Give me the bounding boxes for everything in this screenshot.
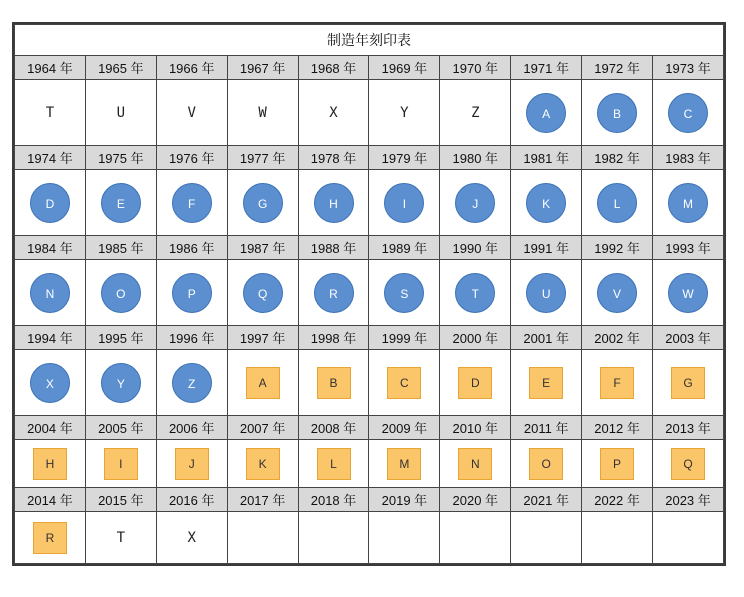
mark-cell (227, 440, 298, 488)
mark-cell (440, 260, 511, 326)
year-cell: 1983 年 (653, 146, 724, 170)
circle-mark: V (597, 273, 637, 313)
mark-cell (85, 512, 156, 564)
year-cell: 1978 年 (298, 146, 369, 170)
year-cell: 1979 年 (369, 146, 440, 170)
year-cell: 2004 年 (15, 416, 86, 440)
mark-cell (15, 350, 86, 416)
square-mark: D (458, 367, 492, 399)
year-cell: 1982 年 (582, 146, 653, 170)
manufacture-year-mark-table (12, 22, 726, 566)
year-cell: 2007 年 (227, 416, 298, 440)
mark-cell (85, 260, 156, 326)
circle-mark: U (526, 273, 566, 313)
year-cell: 1969 年 (369, 56, 440, 80)
mark-cell (440, 350, 511, 416)
mark-row (15, 512, 724, 564)
circle-mark: D (30, 183, 70, 223)
mark-cell (582, 260, 653, 326)
circle-mark: P (172, 273, 212, 313)
circle-mark: L (597, 183, 637, 223)
mark-cell (369, 260, 440, 326)
circle-mark: H (314, 183, 354, 223)
letter-mark: W (258, 104, 267, 121)
mark-cell (369, 350, 440, 416)
year-cell: 1964 年 (15, 56, 86, 80)
mark-cell (227, 260, 298, 326)
mark-cell (511, 260, 582, 326)
square-mark: G (671, 367, 705, 399)
year-cell: 1984 年 (15, 236, 86, 260)
mark-cell (582, 80, 653, 146)
mark-cell (298, 440, 369, 488)
mark-cell (156, 80, 227, 146)
circle-mark: Q (243, 273, 283, 313)
year-cell: 1987 年 (227, 236, 298, 260)
mark-cell (156, 350, 227, 416)
year-cell: 2019 年 (369, 488, 440, 512)
square-mark: B (317, 367, 351, 399)
circle-mark: Y (101, 363, 141, 403)
year-cell: 2017 年 (227, 488, 298, 512)
square-mark: M (387, 448, 421, 480)
mark-cell (511, 440, 582, 488)
mark-row (15, 440, 724, 488)
mark-cell (440, 512, 511, 564)
mark-cell (156, 260, 227, 326)
circle-mark: S (384, 273, 424, 313)
mark-cell (369, 170, 440, 236)
mark-cell (511, 350, 582, 416)
mark-cell (653, 512, 724, 564)
year-cell: 2022 年 (582, 488, 653, 512)
year-cell: 2016 年 (156, 488, 227, 512)
year-cell: 1975 年 (85, 146, 156, 170)
year-cell: 1966 年 (156, 56, 227, 80)
year-cell: 1985 年 (85, 236, 156, 260)
circle-mark: J (455, 183, 495, 223)
mark-cell (298, 350, 369, 416)
mark-cell (440, 80, 511, 146)
mark-cell (298, 80, 369, 146)
year-cell: 1996 年 (156, 326, 227, 350)
mark-cell (582, 170, 653, 236)
mark-cell (85, 80, 156, 146)
year-row (15, 56, 724, 80)
year-cell: 2002 年 (582, 326, 653, 350)
circle-mark: Z (172, 363, 212, 403)
year-row (15, 326, 724, 350)
mark-cell (227, 512, 298, 564)
year-cell: 1998 年 (298, 326, 369, 350)
mark-cell (582, 350, 653, 416)
year-cell: 2020 年 (440, 488, 511, 512)
year-cell: 2018 年 (298, 488, 369, 512)
mark-cell (511, 170, 582, 236)
square-mark: L (317, 448, 351, 480)
mark-row (15, 170, 724, 236)
year-row (15, 416, 724, 440)
year-cell: 2010 年 (440, 416, 511, 440)
year-cell: 2015 年 (85, 488, 156, 512)
circle-mark: B (597, 93, 637, 133)
year-cell: 1999 年 (369, 326, 440, 350)
circle-mark: K (526, 183, 566, 223)
circle-mark: O (101, 273, 141, 313)
mark-row (15, 260, 724, 326)
circle-mark: G (243, 183, 283, 223)
year-cell: 2008 年 (298, 416, 369, 440)
circle-mark: A (526, 93, 566, 133)
mark-row (15, 350, 724, 416)
year-cell: 1971 年 (511, 56, 582, 80)
mark-cell (227, 170, 298, 236)
year-cell: 2013 年 (653, 416, 724, 440)
year-row (15, 146, 724, 170)
mark-cell (15, 440, 86, 488)
year-cell: 1995 年 (85, 326, 156, 350)
mark-cell (511, 80, 582, 146)
letter-mark: T (45, 104, 55, 121)
mark-cell (582, 440, 653, 488)
mark-cell (369, 512, 440, 564)
title-row (15, 25, 724, 56)
year-cell: 2023 年 (653, 488, 724, 512)
square-mark: O (529, 448, 563, 480)
year-cell: 2000 年 (440, 326, 511, 350)
mark-cell (369, 80, 440, 146)
year-cell: 1993 年 (653, 236, 724, 260)
year-cell: 2006 年 (156, 416, 227, 440)
year-cell: 1965 年 (85, 56, 156, 80)
square-mark: E (529, 367, 563, 399)
mark-cell (15, 170, 86, 236)
mark-cell (227, 350, 298, 416)
letter-mark: T (116, 529, 126, 546)
year-cell: 1970 年 (440, 56, 511, 80)
mark-cell (653, 170, 724, 236)
year-cell: 2011 年 (511, 416, 582, 440)
mark-cell (156, 440, 227, 488)
mark-cell (15, 80, 86, 146)
circle-mark: I (384, 183, 424, 223)
year-cell: 2014 年 (15, 488, 86, 512)
mark-cell (440, 440, 511, 488)
circle-mark: N (30, 273, 70, 313)
year-cell: 1990 年 (440, 236, 511, 260)
year-cell: 1973 年 (653, 56, 724, 80)
square-mark: K (246, 448, 280, 480)
mark-cell (653, 440, 724, 488)
circle-mark: W (668, 273, 708, 313)
year-cell: 1991 年 (511, 236, 582, 260)
year-cell: 2012 年 (582, 416, 653, 440)
square-mark: Q (671, 448, 705, 480)
year-cell: 1992 年 (582, 236, 653, 260)
mark-cell (298, 170, 369, 236)
mark-cell (15, 260, 86, 326)
letter-mark: U (116, 104, 126, 121)
square-mark: C (387, 367, 421, 399)
year-cell: 1972 年 (582, 56, 653, 80)
year-cell: 2005 年 (85, 416, 156, 440)
mark-cell (653, 260, 724, 326)
letter-mark: X (187, 529, 196, 546)
year-cell: 2009 年 (369, 416, 440, 440)
year-cell: 1980 年 (440, 146, 511, 170)
mark-cell (85, 170, 156, 236)
year-cell: 2001 年 (511, 326, 582, 350)
year-cell: 1968 年 (298, 56, 369, 80)
circle-mark: R (314, 273, 354, 313)
year-row (15, 488, 724, 512)
circle-mark: M (668, 183, 708, 223)
year-cell: 1989 年 (369, 236, 440, 260)
mark-cell (582, 512, 653, 564)
square-mark: F (600, 367, 634, 399)
year-cell: 1974 年 (15, 146, 86, 170)
mark-cell (369, 440, 440, 488)
year-cell: 1967 年 (227, 56, 298, 80)
year-cell: 1988 年 (298, 236, 369, 260)
year-row (15, 236, 724, 260)
mark-cell (653, 350, 724, 416)
year-cell: 1986 年 (156, 236, 227, 260)
year-cell: 2021 年 (511, 488, 582, 512)
square-mark: I (104, 448, 138, 480)
letter-mark: Y (400, 104, 409, 121)
table-title: 制造年刻印表 (15, 25, 724, 56)
letter-mark: Z (471, 104, 480, 121)
circle-mark: E (101, 183, 141, 223)
circle-mark: F (172, 183, 212, 223)
mark-row (15, 80, 724, 146)
mark-cell (156, 170, 227, 236)
mark-cell (653, 80, 724, 146)
square-mark: R (33, 522, 67, 554)
mark-cell (15, 512, 86, 564)
square-mark: N (458, 448, 492, 480)
year-cell: 2003 年 (653, 326, 724, 350)
mark-cell (85, 440, 156, 488)
circle-mark: T (455, 273, 495, 313)
mark-cell (227, 80, 298, 146)
letter-mark: X (329, 104, 338, 121)
mark-cell (298, 260, 369, 326)
square-mark: P (600, 448, 634, 480)
year-cell: 1977 年 (227, 146, 298, 170)
circle-mark: X (30, 363, 70, 403)
circle-mark: C (668, 93, 708, 133)
year-cell: 1981 年 (511, 146, 582, 170)
square-mark: H (33, 448, 67, 480)
mark-cell (440, 170, 511, 236)
mark-cell (511, 512, 582, 564)
square-mark: J (175, 448, 209, 480)
year-mark-grid (14, 24, 724, 564)
year-cell: 1976 年 (156, 146, 227, 170)
year-cell: 1997 年 (227, 326, 298, 350)
mark-cell (156, 512, 227, 564)
mark-cell (298, 512, 369, 564)
square-mark: A (246, 367, 280, 399)
letter-mark: V (187, 104, 196, 121)
year-cell: 1994 年 (15, 326, 86, 350)
mark-cell (85, 350, 156, 416)
